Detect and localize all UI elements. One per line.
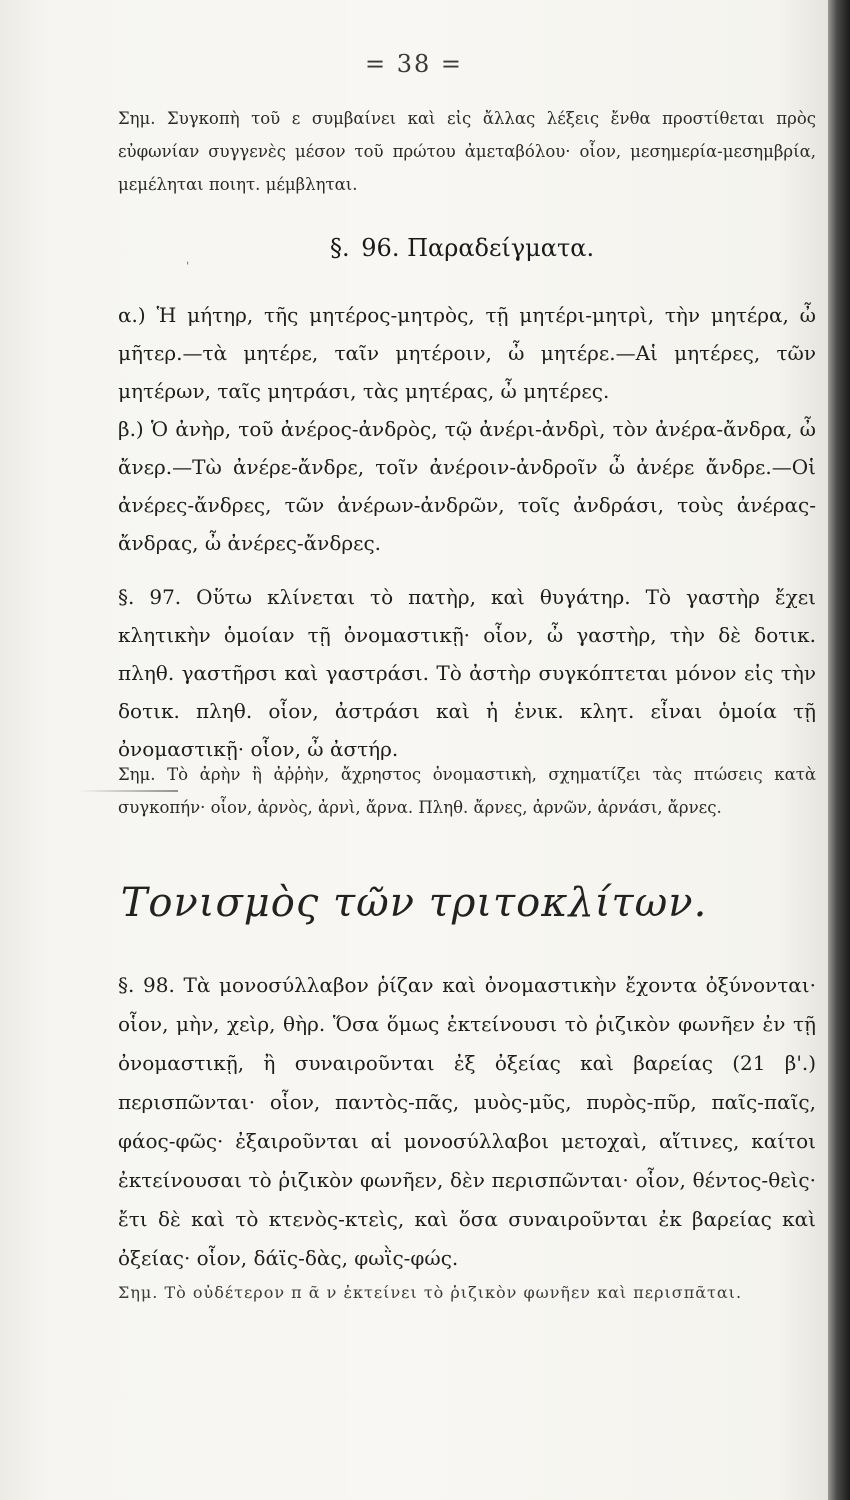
example-a: α.) Ἡ μήτηρ, τῆς μητέρος-μητρὸς, τῇ μητέρι-μητρὶ, τὴν μητέρα, ὦ μῆτερ.—τὰ μητέρε, ταῖν μητέροιν, ὦ μητέρε.—Αἱ μητέρες, τῶν μητέρων, ταῖς μητράσι, τὰς μητέρας, ὦ μητέρες. (118, 303, 816, 403)
section-96-heading (330, 234, 594, 262)
section-96-title: 96. Παραδείγματα. (361, 234, 595, 262)
footnote-syncope (118, 102, 816, 201)
footnote-neuter-text: Σημ. Τὸ οὐδέτερον π ᾶ ν ἐκτείνει τὸ ῥιζικὸν φωνῆεν καὶ περισπᾶται. (118, 1283, 743, 1302)
examples-block (118, 296, 816, 562)
section-97-text: §. 97. Οὕτω κλίνεται τὸ πατὴρ, καὶ θυγάτηρ. Τὸ γαστὴρ ἔχει κλητικὴν ὁμοίαν τῇ ὀνομαστικῇ· οἷον, ὦ γαστὴρ, τὴν δὲ δοτικ. πληθ. γαστῆρσι καὶ γαστράσι. Τὸ ἀστὴρ συγκόπτεται μόνον εἰς τὴν δοτικ. πληθ. οἷον, ἀστράσι καὶ ἡ ἑνικ. κλητ. εἶναι ὁμοία τῇ ὀνομαστικῇ· οἷον, ὦ ἀστήρ. (118, 585, 816, 761)
footnote-syncope-text: Σημ. Συγκοπὴ τοῦ ε συμβαίνει καὶ εἰς ἄλλας λέξεις ἔνθα προστίθεται πρὸς εὐφωνίαν συγγενὲς μέσον τοῦ πρώτου ἀμεταβόλου· οἷον, μεσημερία-μεσημβρία, μεμέληται ποιητ. μέμβληται. (118, 109, 816, 194)
page-edge-shadow (828, 0, 850, 1500)
footnote-aren-text: Σημ. Τὸ ἀρὴν ἢ ἀῤῥὴν, ἄχρηστος ὀνομαστικὴ, σχηματίζει τὰς πτώσεις κατὰ συγκοπήν· οἷον, ἀρνὸς, ἀρνὶ, ἄρνα. Πληθ. ἄρνες, ἀρνῶν, ἀρνάσι, ἄρνες. (118, 765, 816, 817)
example-b: β.) Ὁ ἀνὴρ, τοῦ ἀνέρος-ἀνδρὸς, τῷ ἀνέρι-ἀνδρὶ, τὸν ἀνέρα-ἄνδρα, ὦ ἄνερ.—Τὼ ἀνέρε-ἄνδρε, τοῖν ἀνέροιν-ἀνδροῖν ὦ ἀνέρε ἄνδρε.—Οἱ ἀνέρες-ἄνδρες, τῶν ἀνέρων-ἀνδρῶν, τοῖς ἀνδράσι, τοὺς ἀνέρας-ἄνδρας, ὦ ἀνέρες-ἄνδρες. (118, 417, 816, 555)
footnote-aren (118, 758, 816, 824)
section-mark: §. (330, 234, 350, 262)
section-98 (118, 966, 816, 1278)
stray-mark: ˌ (186, 252, 190, 266)
footnote-neuter (118, 1278, 816, 1308)
page-number: = 38 = (364, 50, 463, 78)
section-97 (118, 578, 816, 768)
handwritten-heading: Τονισμὸς τῶν τριτοκλίτων. (120, 880, 708, 926)
section-98-text: §. 98. Τὰ μονοσύλλαβον ῥίζαν καὶ ὀνομαστικὴν ἔχοντα ὀξύνονται· οἷον, μὴν, χεὶρ, θὴρ. Ὅσα ὅμως ἐκτείνουσι τὸ ῥιζικὸν φωνῆεν ἐν τῇ ὀνομαστικῇ, ἢ συναιροῦνται ἐξ ὀξείας καὶ βαρείας (21 β'.) περισπῶνται· οἷον, παντὸς-πᾶς, μυὸς-μῦς, πυρὸς-πῦρ, παῖς-παῖς, φάος-φῶς· ἐξαιροῦνται αἱ μονοσύλλαβοι μετοχαὶ, αἵτινες, καίτοι ἐκτείνουσαι τὸ ῥιζικὸν φωνῆεν, δὲν περισπῶνται· οἷον, θέντος-θεὶς· ἔτι δὲ καὶ τὸ κτενὸς-κτεὶς, καὶ ὅσα συναιροῦνται ἐκ βαρείας καὶ ὀξείας· οἷον, δάϊς-δὰς, φωῒς-φώς. (118, 973, 816, 1270)
